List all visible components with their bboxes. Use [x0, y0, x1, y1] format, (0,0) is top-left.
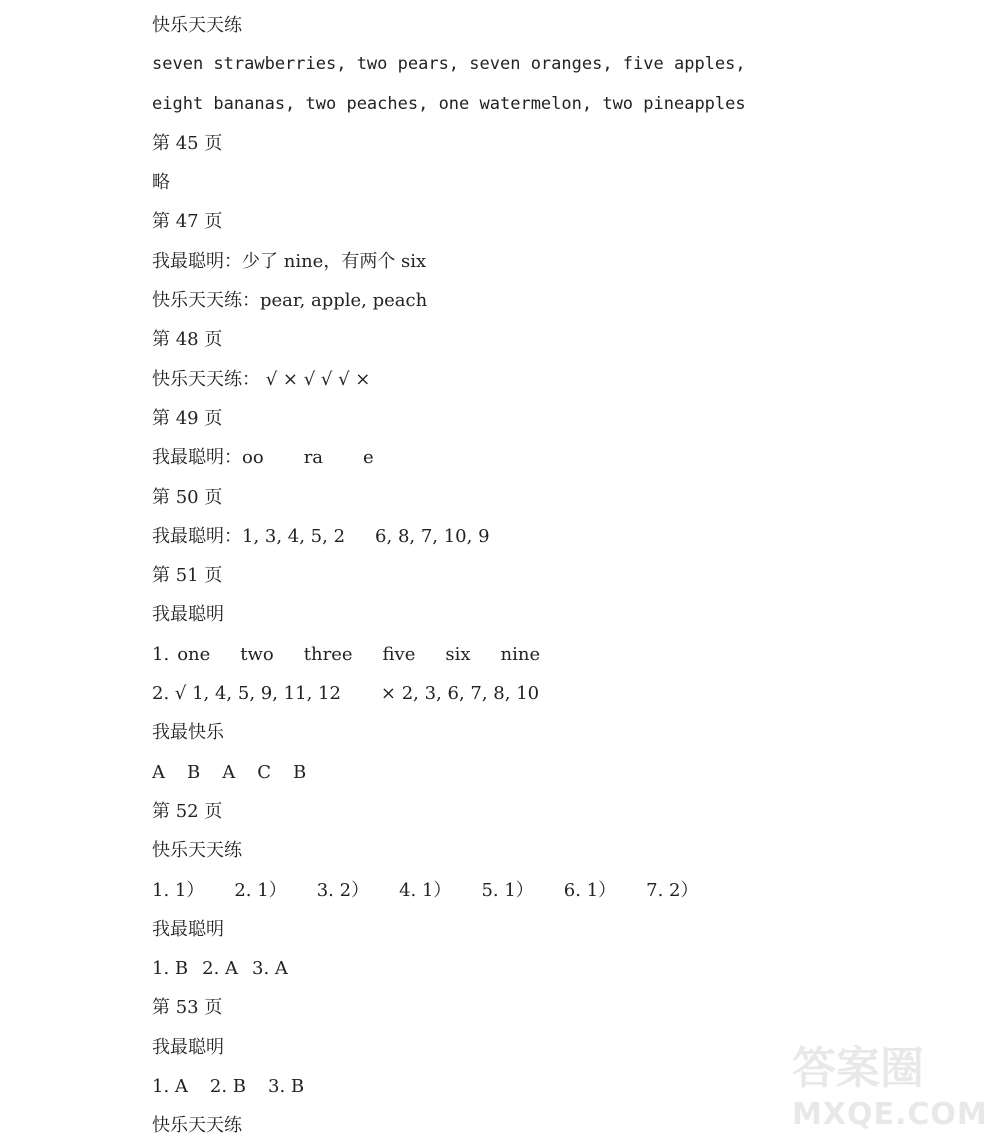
answer-line: [152, 674, 972, 713]
answer-part: three: [303, 643, 353, 665]
answer-part: 7. 2）: [646, 879, 699, 901]
answer-line: eight bananas, two peaches, one watermelon, two pineapples: [152, 93, 746, 114]
answer-part: ra: [303, 447, 324, 469]
answer-part: 1.: [152, 643, 170, 665]
answer-part: 2. √ 1, 4, 5, 9, 11, 12: [152, 683, 341, 705]
watermark-cn: 答案圈: [792, 1043, 924, 1094]
section-heading: 我最聪明: [152, 1036, 224, 1058]
answer-part: 3. B: [268, 1076, 305, 1098]
page-heading: 第 53 页: [152, 997, 223, 1019]
section-heading: 快乐天天练: [152, 1115, 242, 1137]
section-heading: 我最聪明: [152, 918, 224, 940]
answer-line: 快乐天天练：pear, apple, peach: [152, 290, 428, 312]
answer-part: six: [445, 643, 471, 665]
answer-part: 5. 1）: [481, 879, 534, 901]
answer-part: C: [257, 761, 272, 783]
section-heading: 快乐天天练: [152, 15, 242, 36]
answer-line: [152, 517, 972, 556]
answer-label: 我最聪明：: [152, 525, 242, 547]
answer-part: 1. A: [152, 1076, 188, 1098]
answer-line: [152, 871, 972, 910]
answer-part: B: [187, 761, 201, 783]
page-heading: 第 51 页: [152, 565, 223, 587]
answer-line: seven strawberries, two pears, seven oranges, five apples,: [152, 54, 746, 75]
answer-document: [152, 6, 972, 1146]
answer-part: B: [293, 761, 307, 783]
answer-part: two: [240, 643, 274, 665]
answer-line: 我最聪明：少了 nine，有两个 six: [152, 250, 427, 272]
page-heading: 第 47 页: [152, 211, 223, 233]
answer-part: 6, 8, 7, 10, 9: [375, 525, 490, 547]
answer-part: 2. A: [202, 958, 239, 980]
section-heading: 我最快乐: [152, 722, 224, 744]
page-heading: 第 52 页: [152, 800, 223, 822]
answer-part: 1. 1）: [152, 879, 205, 901]
page-heading: 第 48 页: [152, 329, 223, 351]
answer-part: oo: [242, 447, 264, 469]
answer-label: 我最聪明：: [152, 447, 242, 469]
answer-part: e: [363, 447, 374, 469]
answer-part: 1. B: [152, 958, 189, 980]
watermark-en: MXQE.COM: [792, 1097, 988, 1132]
answer-line: 略: [152, 172, 170, 194]
answer-part: 4. 1）: [399, 879, 452, 901]
answer-part: nine: [500, 643, 541, 665]
answer-line: [152, 753, 972, 792]
answer-part: five: [382, 643, 416, 665]
answer-line: [152, 438, 972, 477]
page-heading: 第 45 页: [152, 132, 223, 154]
answer-part: one: [177, 643, 211, 665]
page-heading: 第 49 页: [152, 407, 223, 429]
answer-part: 3. A: [252, 958, 288, 980]
answer-line: [152, 949, 972, 988]
answer-line: [152, 635, 972, 674]
answer-line: 快乐天天练： √ × √ √ √ ×: [152, 368, 371, 390]
answer-part: A: [222, 761, 236, 783]
answer-part: 3. 2）: [316, 879, 370, 901]
section-heading: 我最聪明: [152, 604, 224, 626]
page-heading: 第 50 页: [152, 486, 223, 508]
answer-part: 2. 1）: [234, 879, 287, 901]
section-heading: 快乐天天练: [152, 840, 242, 862]
answer-part: 2. B: [209, 1076, 247, 1098]
watermark-logo: [792, 1032, 988, 1132]
answer-part: 6. 1）: [563, 879, 617, 901]
answer-part: × 2, 3, 6, 7, 8, 10: [380, 683, 540, 705]
answer-part: A: [152, 761, 165, 783]
answer-part: 1, 3, 4, 5, 2: [242, 525, 346, 547]
